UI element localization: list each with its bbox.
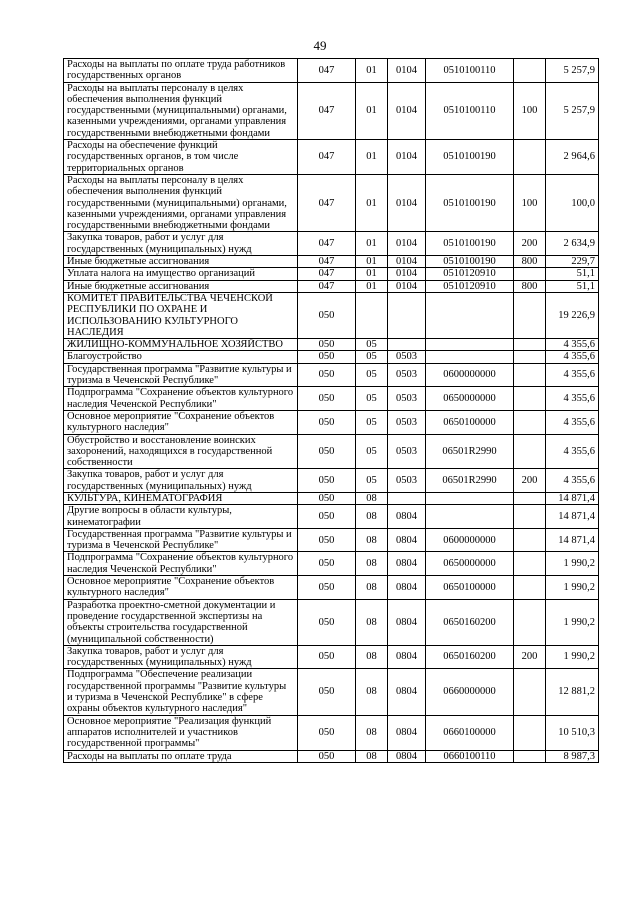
amount-cell: 100,0 — [546, 174, 599, 231]
table-row — [64, 645, 599, 669]
expense-type-cell — [514, 576, 546, 600]
section-cell: 08 — [356, 552, 388, 576]
section-cell: 01 — [356, 140, 388, 175]
ministry-code-cell: 050 — [298, 750, 356, 762]
expense-name-cell: Подпрограмма "Сохранение объектов культурного наследия Чеченской Республики" — [64, 552, 298, 576]
expense-type-cell — [514, 715, 546, 750]
ministry-code-cell: 050 — [298, 351, 356, 363]
amount-cell: 14 871,4 — [546, 528, 599, 552]
ministry-code-cell: 047 — [298, 280, 356, 292]
amount-cell: 1 990,2 — [546, 599, 599, 645]
expense-type-cell — [514, 339, 546, 351]
subsection-cell: 0104 — [388, 140, 426, 175]
ministry-code-cell: 050 — [298, 387, 356, 411]
expense-name-cell: ЖИЛИЩНО-КОММУНАЛЬНОЕ ХОЗЯЙСТВО — [64, 339, 298, 351]
amount-cell: 4 355,6 — [546, 434, 599, 469]
target-article-cell: 0510100190 — [426, 256, 514, 268]
subsection-cell: 0804 — [388, 715, 426, 750]
expense-name-cell: Обустройство и восстановление воинских захоронений, находящихся в государственной собственности — [64, 434, 298, 469]
section-cell: 08 — [356, 645, 388, 669]
expense-name-cell: КОМИТЕТ ПРАВИТЕЛЬСТВА ЧЕЧЕНСКОЙ РЕСПУБЛИКИ ПО ОХРАНЕ И ИСПОЛЬЗОВАНИЮ КУЛЬТУРНОГО НАСЛЕДИЯ — [64, 292, 298, 338]
target-article-cell — [426, 492, 514, 504]
section-cell: 05 — [356, 339, 388, 351]
subsection-cell: 0503 — [388, 351, 426, 363]
expense-name-cell: Расходы на выплаты персоналу в целях обеспечения выполнения функций государственными (муниципальными) органами, казенными учреждениями, органами управления государственными внебюджетными фондами — [64, 174, 298, 231]
subsection-cell — [388, 292, 426, 338]
target-article-cell — [426, 292, 514, 338]
budget-table — [63, 58, 599, 763]
table-row — [64, 576, 599, 600]
amount-cell: 4 355,6 — [546, 387, 599, 411]
amount-cell: 229,7 — [546, 256, 599, 268]
ministry-code-cell: 050 — [298, 292, 356, 338]
expense-name-cell: Государственная программа "Развитие культуры и туризма в Чеченской Республике" — [64, 528, 298, 552]
target-article-cell: 0510120910 — [426, 280, 514, 292]
table-row — [64, 387, 599, 411]
target-article-cell: 0600000000 — [426, 528, 514, 552]
target-article-cell: 0650100000 — [426, 410, 514, 434]
section-cell: 08 — [356, 669, 388, 715]
expense-type-cell — [514, 363, 546, 387]
table-row — [64, 552, 599, 576]
ministry-code-cell: 050 — [298, 528, 356, 552]
target-article-cell: 0650100000 — [426, 576, 514, 600]
table-row — [64, 599, 599, 645]
table-row — [64, 174, 599, 231]
table-row — [64, 82, 599, 139]
section-cell: 01 — [356, 280, 388, 292]
amount-cell: 12 881,2 — [546, 669, 599, 715]
expense-name-cell: Расходы на обеспечение функций государственных органов, в том числе территориальных органов — [64, 140, 298, 175]
target-article-cell: 0660000000 — [426, 669, 514, 715]
expense-name-cell: Расходы на выплаты по оплате труда работников государственных органов — [64, 59, 298, 83]
ministry-code-cell: 050 — [298, 715, 356, 750]
target-article-cell: 0510100190 — [426, 140, 514, 175]
table-row — [64, 339, 599, 351]
table-row — [64, 292, 599, 338]
amount-cell: 2 964,6 — [546, 140, 599, 175]
expense-name-cell: Иные бюджетные ассигнования — [64, 256, 298, 268]
amount-cell: 4 355,6 — [546, 410, 599, 434]
section-cell: 05 — [356, 363, 388, 387]
subsection-cell: 0104 — [388, 59, 426, 83]
expense-name-cell: Основное мероприятие "Сохранение объектов культурного наследия" — [64, 576, 298, 600]
subsection-cell: 0804 — [388, 750, 426, 762]
section-cell: 08 — [356, 750, 388, 762]
ministry-code-cell: 050 — [298, 339, 356, 351]
table-row — [64, 750, 599, 762]
target-article-cell — [426, 351, 514, 363]
amount-cell: 19 226,9 — [546, 292, 599, 338]
amount-cell: 4 355,6 — [546, 363, 599, 387]
target-article-cell: 0510120910 — [426, 268, 514, 280]
target-article-cell: 0660100110 — [426, 750, 514, 762]
amount-cell: 51,1 — [546, 280, 599, 292]
expense-name-cell: Другие вопросы в области культуры, кинематографии — [64, 505, 298, 529]
subsection-cell: 0804 — [388, 505, 426, 529]
expense-type-cell — [514, 552, 546, 576]
expense-name-cell: Расходы на выплаты по оплате труда — [64, 750, 298, 762]
amount-cell: 4 355,6 — [546, 351, 599, 363]
ministry-code-cell: 047 — [298, 140, 356, 175]
amount-cell: 14 871,4 — [546, 492, 599, 504]
section-cell: 08 — [356, 528, 388, 552]
expense-type-cell — [514, 268, 546, 280]
amount-cell: 10 510,3 — [546, 715, 599, 750]
ministry-code-cell: 050 — [298, 669, 356, 715]
subsection-cell: 0503 — [388, 363, 426, 387]
expense-type-cell — [514, 599, 546, 645]
target-article-cell — [426, 339, 514, 351]
amount-cell: 1 990,2 — [546, 552, 599, 576]
amount-cell: 14 871,4 — [546, 505, 599, 529]
ministry-code-cell: 047 — [298, 174, 356, 231]
expense-type-cell — [514, 410, 546, 434]
ministry-code-cell: 050 — [298, 434, 356, 469]
section-cell: 05 — [356, 469, 388, 493]
ministry-code-cell: 050 — [298, 576, 356, 600]
amount-cell: 1 990,2 — [546, 645, 599, 669]
section-cell: 01 — [356, 268, 388, 280]
amount-cell: 2 634,9 — [546, 232, 599, 256]
expense-type-cell — [514, 59, 546, 83]
section-cell: 05 — [356, 387, 388, 411]
target-article-cell: 0510100110 — [426, 59, 514, 83]
expense-name-cell: Основное мероприятие "Реализация функций аппаратов исполнителей и участников государственной программы" — [64, 715, 298, 750]
ministry-code-cell: 050 — [298, 363, 356, 387]
expense-name-cell: Благоустройство — [64, 351, 298, 363]
ministry-code-cell: 047 — [298, 256, 356, 268]
expense-type-cell — [514, 505, 546, 529]
ministry-code-cell: 050 — [298, 599, 356, 645]
ministry-code-cell: 047 — [298, 232, 356, 256]
section-cell: 08 — [356, 505, 388, 529]
subsection-cell: 0804 — [388, 528, 426, 552]
expense-type-cell: 200 — [514, 469, 546, 493]
section-cell: 01 — [356, 82, 388, 139]
ministry-code-cell: 050 — [298, 492, 356, 504]
subsection-cell: 0104 — [388, 256, 426, 268]
subsection-cell: 0104 — [388, 232, 426, 256]
section-cell: 05 — [356, 351, 388, 363]
expense-type-cell — [514, 140, 546, 175]
table-row — [64, 434, 599, 469]
expense-name-cell: Уплата налога на имущество организаций — [64, 268, 298, 280]
expense-name-cell: Закупка товаров, работ и услуг для государственных (муниципальных) нужд — [64, 232, 298, 256]
table-row — [64, 492, 599, 504]
expense-name-cell: Подпрограмма "Сохранение объектов культурного наследия Чеченской Республики" — [64, 387, 298, 411]
ministry-code-cell: 050 — [298, 552, 356, 576]
table-row — [64, 715, 599, 750]
target-article-cell: 0510100110 — [426, 82, 514, 139]
expense-name-cell: КУЛЬТУРА, КИНЕМАТОГРАФИЯ — [64, 492, 298, 504]
section-cell: 08 — [356, 576, 388, 600]
ministry-code-cell: 047 — [298, 59, 356, 83]
expense-type-cell — [514, 492, 546, 504]
table-row — [64, 410, 599, 434]
expense-type-cell: 100 — [514, 174, 546, 231]
subsection-cell: 0503 — [388, 469, 426, 493]
subsection-cell: 0804 — [388, 552, 426, 576]
table-row — [64, 669, 599, 715]
target-article-cell: 0650000000 — [426, 552, 514, 576]
table-row — [64, 256, 599, 268]
section-cell: 05 — [356, 410, 388, 434]
subsection-cell: 0503 — [388, 387, 426, 411]
expense-name-cell: Основное мероприятие "Сохранение объектов культурного наследия" — [64, 410, 298, 434]
amount-cell: 51,1 — [546, 268, 599, 280]
expense-name-cell: Закупка товаров, работ и услуг для государственных (муниципальных) нужд — [64, 469, 298, 493]
amount-cell: 5 257,9 — [546, 59, 599, 83]
expense-type-cell — [514, 750, 546, 762]
target-article-cell: 0650160200 — [426, 645, 514, 669]
ministry-code-cell: 047 — [298, 268, 356, 280]
target-article-cell — [426, 505, 514, 529]
table-row — [64, 268, 599, 280]
subsection-cell: 0104 — [388, 82, 426, 139]
table-row — [64, 505, 599, 529]
section-cell: 01 — [356, 256, 388, 268]
expense-type-cell — [514, 528, 546, 552]
expense-type-cell: 800 — [514, 280, 546, 292]
expense-type-cell — [514, 669, 546, 715]
expense-name-cell: Закупка товаров, работ и услуг для государственных (муниципальных) нужд — [64, 645, 298, 669]
expense-type-cell — [514, 434, 546, 469]
table-row — [64, 140, 599, 175]
expense-type-cell: 200 — [514, 645, 546, 669]
table-row — [64, 232, 599, 256]
ministry-code-cell: 050 — [298, 469, 356, 493]
subsection-cell: 0104 — [388, 174, 426, 231]
page-number: 49 — [313, 38, 327, 53]
section-cell — [356, 292, 388, 338]
section-cell: 01 — [356, 174, 388, 231]
table-body — [64, 59, 599, 763]
expense-type-cell — [514, 387, 546, 411]
table-row — [64, 363, 599, 387]
expense-type-cell: 200 — [514, 232, 546, 256]
section-cell: 08 — [356, 715, 388, 750]
amount-cell: 5 257,9 — [546, 82, 599, 139]
expense-type-cell: 800 — [514, 256, 546, 268]
amount-cell: 8 987,3 — [546, 750, 599, 762]
amount-cell: 4 355,6 — [546, 469, 599, 493]
expense-name-cell: Государственная программа "Развитие культуры и туризма в Чеченской Республике" — [64, 363, 298, 387]
subsection-cell: 0503 — [388, 410, 426, 434]
section-cell: 08 — [356, 599, 388, 645]
amount-cell: 1 990,2 — [546, 576, 599, 600]
ministry-code-cell: 047 — [298, 82, 356, 139]
subsection-cell: 0804 — [388, 645, 426, 669]
expense-name-cell: Расходы на выплаты персоналу в целях обеспечения выполнения функций государственными (муниципальными) органами, казенными учреждениями, органами управления государственными внебюджетными фондами — [64, 82, 298, 139]
section-cell: 08 — [356, 492, 388, 504]
expense-type-cell: 100 — [514, 82, 546, 139]
amount-cell: 4 355,6 — [546, 339, 599, 351]
section-cell: 01 — [356, 232, 388, 256]
expense-name-cell: Иные бюджетные ассигнования — [64, 280, 298, 292]
ministry-code-cell: 050 — [298, 410, 356, 434]
subsection-cell: 0503 — [388, 434, 426, 469]
target-article-cell: 0650000000 — [426, 387, 514, 411]
table-row — [64, 59, 599, 83]
subsection-cell: 0104 — [388, 280, 426, 292]
expense-name-cell: Разработка проектно-сметной документации и проведение государственной экспертизы на объекты строительства государственной (муниципальной собственности) — [64, 599, 298, 645]
ministry-code-cell: 050 — [298, 645, 356, 669]
table-row — [64, 351, 599, 363]
target-article-cell: 0650160200 — [426, 599, 514, 645]
expense-type-cell — [514, 351, 546, 363]
table-row — [64, 528, 599, 552]
ministry-code-cell: 050 — [298, 505, 356, 529]
expense-type-cell — [514, 292, 546, 338]
target-article-cell: 06501R2990 — [426, 434, 514, 469]
subsection-cell — [388, 492, 426, 504]
table-row — [64, 469, 599, 493]
section-cell: 01 — [356, 59, 388, 83]
subsection-cell: 0804 — [388, 576, 426, 600]
target-article-cell: 0510100190 — [426, 232, 514, 256]
subsection-cell: 0804 — [388, 669, 426, 715]
subsection-cell: 0104 — [388, 268, 426, 280]
expense-name-cell: Подпрограмма "Обеспечение реализации государственной программы "Развитие культуры и туризма в Чеченской Республике" в сфере охраны объектов культурного наследия" — [64, 669, 298, 715]
section-cell: 05 — [356, 434, 388, 469]
subsection-cell: 0804 — [388, 599, 426, 645]
target-article-cell: 0660100000 — [426, 715, 514, 750]
target-article-cell: 0600000000 — [426, 363, 514, 387]
target-article-cell: 0510100190 — [426, 174, 514, 231]
target-article-cell: 06501R2990 — [426, 469, 514, 493]
table-row — [64, 280, 599, 292]
subsection-cell — [388, 339, 426, 351]
